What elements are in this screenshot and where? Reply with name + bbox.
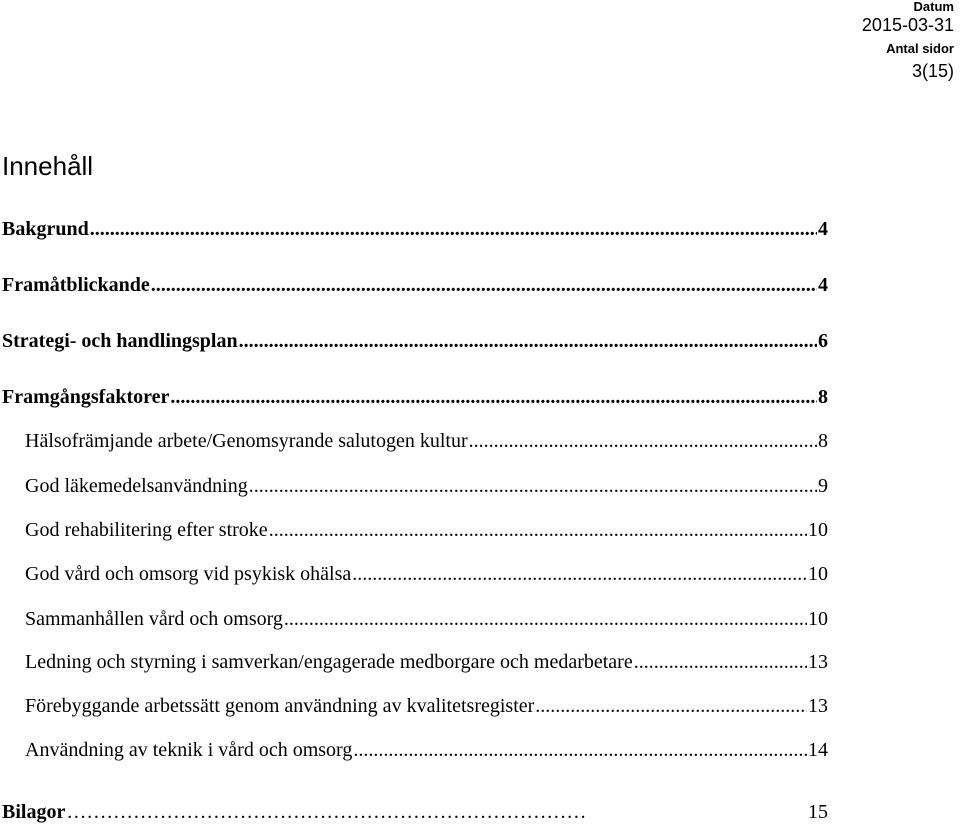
toc-entry-page: 4 [818, 274, 828, 296]
toc-subentry[interactable] [25, 606, 828, 632]
dot-leader [535, 693, 807, 719]
dot-leader [249, 473, 817, 499]
toc-entry-label: Sammanhållen vård och omsorg [25, 608, 283, 630]
page-count-label: Antal sidor [886, 41, 954, 56]
toc-entry-label: Bakgrund [2, 218, 89, 240]
dot-leader [634, 649, 807, 675]
toc-entry-page: 10 [808, 519, 828, 541]
toc-subentry[interactable] [25, 649, 828, 675]
toc-entry-label: God vård och omsorg vid psykisk ohälsa [25, 563, 352, 585]
toc-entry[interactable] [2, 799, 828, 825]
toc-entry-label: Ledning och styrning i samverkan/engagerade medborgare och medarbetare [25, 651, 633, 673]
toc-entry-page: 4 [818, 218, 828, 240]
toc-entry-page: 9 [818, 475, 828, 497]
toc-entry-page: 14 [808, 739, 828, 761]
dot-leader [352, 561, 807, 587]
dot-leader [90, 216, 817, 242]
toc-entry-label: Framåtblickande [2, 274, 150, 296]
toc-subentry[interactable] [25, 473, 828, 499]
dot-leader [66, 799, 807, 825]
toc-entry-label: Framgångsfaktorer [2, 386, 170, 408]
toc-subentry[interactable] [25, 517, 828, 543]
dot-leader [170, 384, 817, 410]
toc-entry-page: 10 [808, 563, 828, 585]
toc-entry-label: Bilagor [2, 801, 66, 823]
dot-leader [151, 272, 817, 298]
toc-entry[interactable] [2, 272, 828, 298]
toc-title: Innehåll [2, 151, 94, 181]
dot-leader [269, 517, 807, 543]
toc-entry-page: 8 [818, 430, 828, 452]
toc-entry-page: 6 [818, 330, 828, 352]
toc-entry-label: Förebyggande arbetssätt genom användning av kvalitetsregister [25, 695, 535, 717]
toc-entry-page: 10 [808, 608, 828, 630]
toc-subentry[interactable] [25, 561, 828, 587]
page-count-value: 3(15) [911, 61, 954, 81]
date-label: Datum [913, 0, 954, 14]
toc-entry-page: 13 [808, 651, 828, 673]
toc-entry[interactable] [2, 328, 828, 354]
dot-leader [469, 428, 817, 454]
toc-subentry[interactable] [25, 693, 828, 719]
dot-leader [353, 737, 807, 763]
toc-entry-label: Strategi- och handlingsplan [2, 330, 238, 352]
toc-entry-page: 8 [818, 386, 828, 408]
toc-entry-label: Hälsofrämjande arbete/Genomsyrande salutogen kultur [25, 430, 468, 452]
toc-subentry[interactable] [25, 737, 828, 763]
toc-entry-label: God läkemedelsanvändning [25, 475, 248, 497]
toc-subentry[interactable] [25, 428, 828, 454]
toc-entry-label: Användning av teknik i vård och omsorg [25, 739, 353, 761]
toc-entry-page: 13 [808, 695, 828, 717]
toc-entry[interactable] [2, 216, 828, 242]
toc-entry[interactable] [2, 384, 828, 410]
dot-leader [284, 606, 807, 632]
dot-leader [239, 328, 817, 354]
date-value: 2015-03-31 [861, 15, 954, 35]
toc-entry-label: God rehabilitering efter stroke [25, 519, 268, 541]
toc-entry-page: 15 [808, 801, 828, 823]
